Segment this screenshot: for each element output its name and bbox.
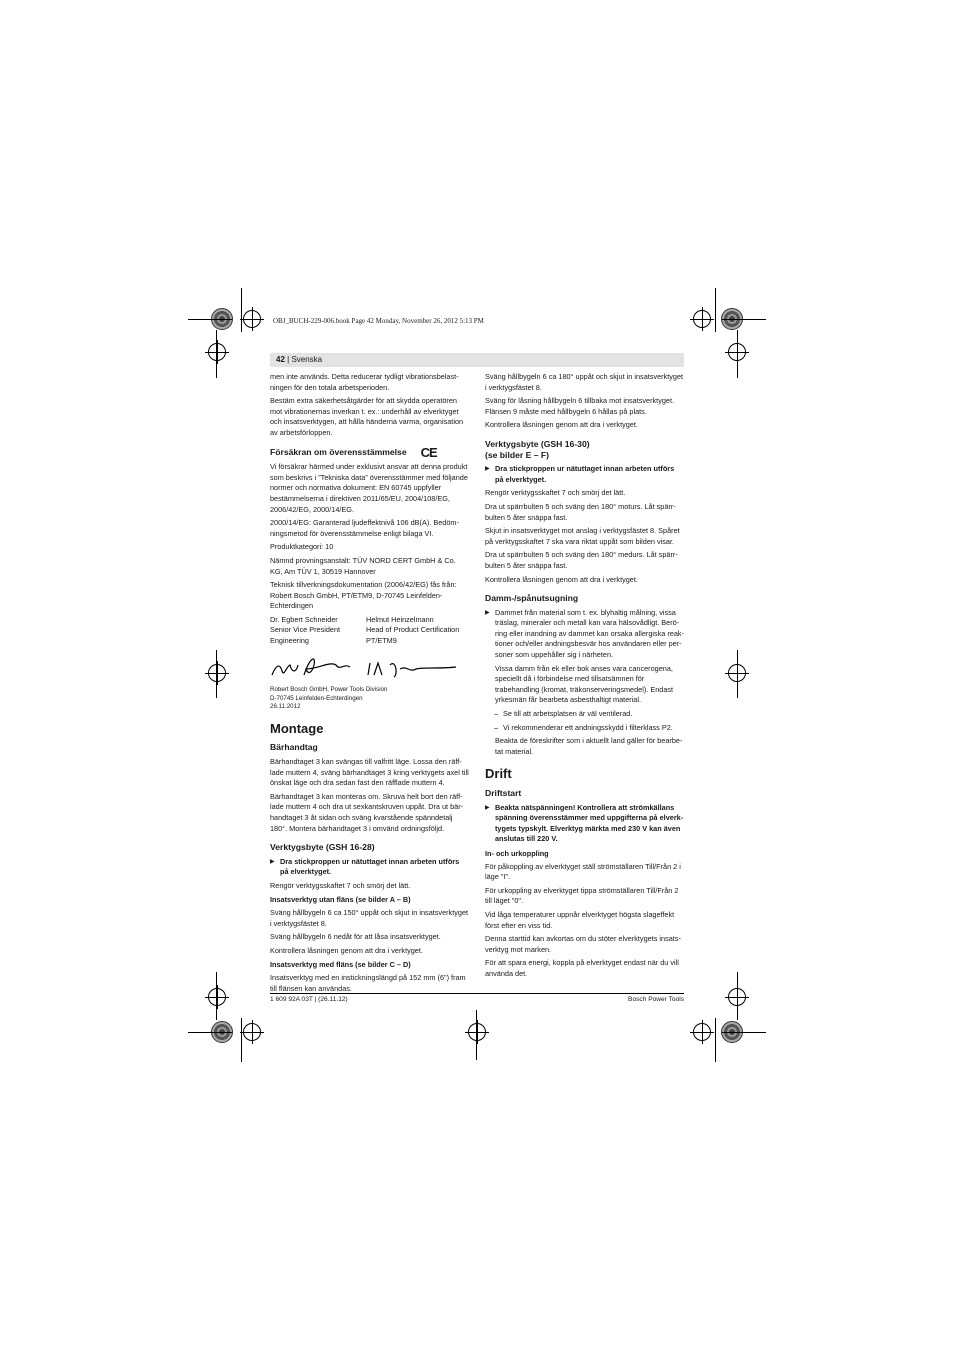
left-column: men inte används. Detta reducerar tydligt vibrationsbelastningen för den totala arbetsperioden. Bestäm extra säkerhetsåtgärder för att skydda operatören mot vibrationernas inverkan t. ex.: underhåll av elverktyget och insatsverktygen, att hålla händerna varma, organisation av arbetsförloppen. Försäkran om överensstämmelse CE Vi försäkrar härmed under exklusivt ansvar att denna produkt som beskrivs i ”Tekniska data” överensstämmer med följande normer och normativa dokument: EN 60745 uppfyller bestämmelserna i direktiven 2011/65/EU, 2004/108/EG, 2006/42/EG, 2000/14/EG. 2000/14/EG: Garanterad ljudeffektnivå 106 dB(A). Bedömningsmetod för överensstämmelse enligt bilaga VI. Produktkategori: 10 Nämnd provningsanstalt: TÜV NORD CERT GmbH & Co. KG, Am TÜV 1, 30519 Hannover Teknisk tillverkningsdokumentation (2006/42/EG) fås från: Robert Bosch GmbH, PT/ETM9, D-70745 Leinfelden-Echterdingen Dr. Egbert Schneider Senior Vice President Engineering Helmut Heinzelmann Head of Product Certification PT/ETM9 Robert Bosch GmbH, Power Tools Division D-70745 Leinfelden-Echterdingen 26.11.2012 Montage Bärhandtag Bärhandtaget 3 kan svängas till valfritt läge. Lossa den räfflade muttern 4, sväng bärhandtaget 3 kring verktygets axel till önskat läge och dra sedan fast den räfflade muttern 4. Bärhandtaget 3 kan monteras om. Skruva helt bort den räfflade muttern 4 och dra ut sexkantskruven uppåt. Dra ut bärhandtaget 3 åt sidan och sväng kvarstående spänndetalj 180°. Montera bärhandtaget 3 i omvänd ordningsföljd. Verktygsbyte (GSH 16-28) ▶ Dra stickproppen ur nätuttaget innan arbeten utförs på elverktyget. Rengör verktygsskaftet 7 och smörj det lätt. Insatsverktyg utan fläns (se bilder A – B) Sväng hållbygeln 6 ca 150° uppåt och skjut in insatsverktyget i verktygsfästet 8. Sväng hållbygeln 6 nedåt för att låsa insatsverktyget. Kontrollera låsningen genom att dra i verktyget. Insatsverktyg med fläns (se bilder C – D) Insatsverktyg med en instickningslängd på 152 mm (6") fram till flänsen kan användas.	[270, 372, 469, 997]
crop-line	[715, 1018, 716, 1062]
registration-target-1	[243, 310, 261, 328]
crop-line	[188, 1032, 232, 1033]
page-number: 42	[276, 355, 285, 364]
crop-line	[216, 330, 217, 378]
crop-line	[722, 319, 766, 320]
registration-target-9	[243, 1023, 261, 1041]
warning-bullet: ▶ Dra stickproppen ur nätuttaget innan arbeten utförs på elverktyget.	[485, 464, 684, 485]
registration-target-7	[208, 988, 226, 1006]
montage-heading: Montage	[270, 720, 324, 736]
voltage-warning: ▶ Beakta nätspänningen! Kontrollera att strömkällans spänning överensstämmer med uppgifterna på elverktygets typskylt. Elverktyg märkta med 230 V kan även anslutas till 220 V.	[485, 803, 684, 845]
registration-target-11	[468, 1023, 486, 1041]
dust-bullet: ▶ Dammet från material som t. ex. blyhaltig målning, vissa träslag, mineraler och metall kan vara hälsovådligt. Beröring eller inandning av dammet kan orsaka allergiska reaktioner och/eller andningsbesvär hos användaren eller personer som uppehåller sig i närheten.	[485, 608, 684, 661]
ce-mark: CE	[420, 444, 437, 460]
right-column: Sväng hållbygeln 6 ca 180° uppåt och skjut in insatsverktyget i verktygsfästet 8. Sväng för låsning hållbygeln 6 tillbaka mot insatsverktyget. Flänsen 9 måste med hållbygeln 6 hållas på plats. Kontrollera låsningen genom att dra i verktyget. Verktygsbyte (GSH 16-30) (se bilder E – F) ▶ Dra stickproppen ur nätuttaget innan arbeten utförs på elverktyget. Rengör verktygsskaftet 7 och smörj det lätt. Dra ut spärrbulten 5 och sväng den 180° moturs. Låt spärrbulten 5 åter snäppa fast. Skjut in insatsverktyget mot anslag i verktygsfästet 8. Spåret på verktygsskaftet 7 ska vara riktat uppåt som bilden visar. Dra ut spärrbulten 5 och sväng den 180° medurs. Låt spärrbulten 5 åter snäppa fast. Kontrollera låsningen genom att dra i verktyget. Damm-/spånutsugning ▶ Dammet från material som t. ex. blyhaltig målning, vissa träslag, mineraler och metall kan vara hälsovådligt. Beröring eller inandning av dammet kan orsaka allergiska reaktioner och/eller andningsbesvär hos användaren eller personer som uppehåller sig i närheten. Vissa damm från ek eller bok anses vara cancerogena, speciellt då i förbindelse med tillsatsämnen för trabehandling (kromat, träkonserveringsmedel). Endast yrkesmän får bearbeta asbesthaltigt material. – Se till att arbetsplatsen är väl ventilerad. – Vi rekommenderar ett andningsskydd i filterklass P2. Beakta de föreskrifter som i aktuellt land gäller för bearbetat material. Drift Driftstart ▶ Beakta nätspänningen! Kontrollera att strömkällans spänning överensstämmer med uppgifterna på elverktygets typskylt. Elverktyg märkta med 230 V kan även anslutas till 220 V. In- och urkoppling För påkoppling av elverktyget ställ strömställaren Till/Från 2 i läge "I". För urkoppling av elverktyget tippa strömställaren Till/Från 2 till läget "0". Vid låga temperaturer uppnår elverktyget högsta slageffekt först efter en viss tid. Denna starttid kan avkortas om du stöter elverktygets insatsverktyg mot marken. För att spara energi, koppla på elverktyget endast när du vill använda det.	[485, 372, 684, 983]
registration-target-2	[693, 310, 711, 328]
page-header: 42 | Svenska	[270, 353, 684, 367]
barhandtag-heading: Bärhandtag	[270, 742, 318, 753]
registration-target-5	[208, 664, 226, 682]
warning-bullet: ▶ Dra stickproppen ur nätuttaget innan arbeten utförs på elverktyget.	[270, 857, 469, 878]
crop-line	[216, 650, 217, 698]
crop-line	[722, 1032, 766, 1033]
gsh1630-heading: Verktygsbyte (GSH 16-30) (se bilder E – F)	[485, 438, 590, 460]
crop-line	[241, 1018, 242, 1062]
file-info: OBJ_BUCH-229-006.book Page 42 Monday, November 26, 2012 5:13 PM	[273, 317, 484, 325]
drift-heading: Drift	[485, 766, 512, 782]
conformity-heading: Försäkran om överensstämmelse CE	[270, 444, 437, 460]
crop-line	[241, 288, 242, 332]
dust-heading: Damm-/spånutsugning	[485, 593, 579, 604]
brand: Bosch Power Tools	[628, 996, 684, 1003]
signature-image	[270, 651, 469, 681]
crop-line	[476, 1010, 477, 1060]
page-footer	[270, 993, 684, 1003]
crop-line	[737, 330, 738, 378]
registration-target-10	[693, 1023, 711, 1041]
crop-line	[188, 319, 232, 320]
crop-line	[715, 288, 716, 332]
registration-target-3	[208, 343, 226, 361]
crop-line	[737, 650, 738, 698]
signatories: Dr. Egbert Schneider Senior Vice President Engineering Helmut Heinzelmann Head of Product Certification PT/ETM9	[270, 614, 460, 646]
driftstart-heading: Driftstart	[485, 788, 522, 798]
language-label: Svenska	[291, 355, 323, 364]
crop-line	[737, 972, 738, 1020]
crop-line	[216, 972, 217, 1020]
doc-number: 1 609 92A 03T | (26.11.12)	[270, 996, 348, 1003]
gsh1628-heading: Verktygsbyte (GSH 16-28)	[270, 842, 375, 853]
